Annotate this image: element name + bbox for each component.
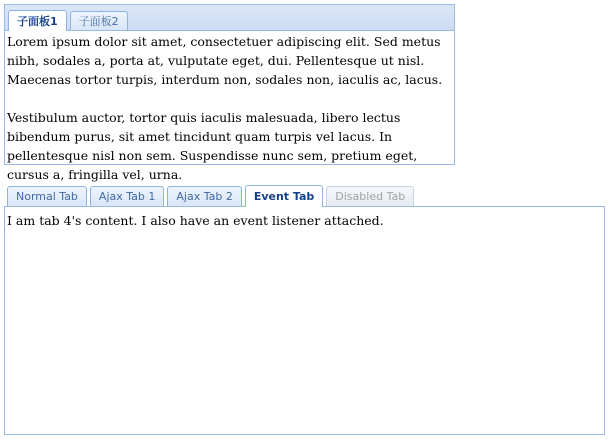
body-paragraph: Vestibulum auctor, tortor quis iaculis malesuada, libero lectus bibendum purus, sit amet tincidunt quam turpis vel lacus. In pellentesque nisl non sem. Suspendisse nunc sem, pretium eget, cursus a, fringilla vel, urna.	[7, 110, 418, 182]
tab-label: Normal Tab	[16, 190, 78, 203]
tab-label: 子面板2	[78, 15, 119, 28]
tab-label: Ajax Tab 1	[98, 190, 156, 203]
tab-content-text: I am tab 4's content. I also have an event listener attached.	[7, 213, 384, 228]
tab-panel-1-body	[5, 31, 454, 182]
tab-ajax-2[interactable]	[167, 186, 241, 206]
tab-sub-panel-1[interactable]	[8, 10, 67, 31]
tab-label: 子面板1	[17, 15, 58, 28]
body-paragraph: Lorem ipsum dolor sit amet, consectetuer adipiscing elit. Sed metus nibh, sodales a, porta at, vulputate eget, dui. Pellentesque ut nisl. Maecenas tortor turpis, interdum non, sodales non, iaculis ac, lacus.	[7, 34, 443, 87]
tab-disabled	[326, 186, 414, 206]
tab-panel-2	[4, 185, 605, 435]
tab-label: Disabled Tab	[335, 190, 406, 203]
tab-panel-2-body	[4, 207, 605, 435]
tab-strip-1	[5, 5, 454, 31]
tab-panel-1	[4, 4, 455, 182]
tab-label: Event Tab	[253, 190, 315, 203]
tab-strip-2	[4, 185, 605, 207]
tab-event[interactable]	[245, 185, 323, 207]
tab-normal[interactable]	[7, 186, 87, 206]
tab-label: Ajax Tab 2	[176, 190, 233, 203]
tab-sub-panel-2[interactable]	[70, 11, 128, 30]
tab-ajax-1[interactable]	[90, 186, 164, 206]
